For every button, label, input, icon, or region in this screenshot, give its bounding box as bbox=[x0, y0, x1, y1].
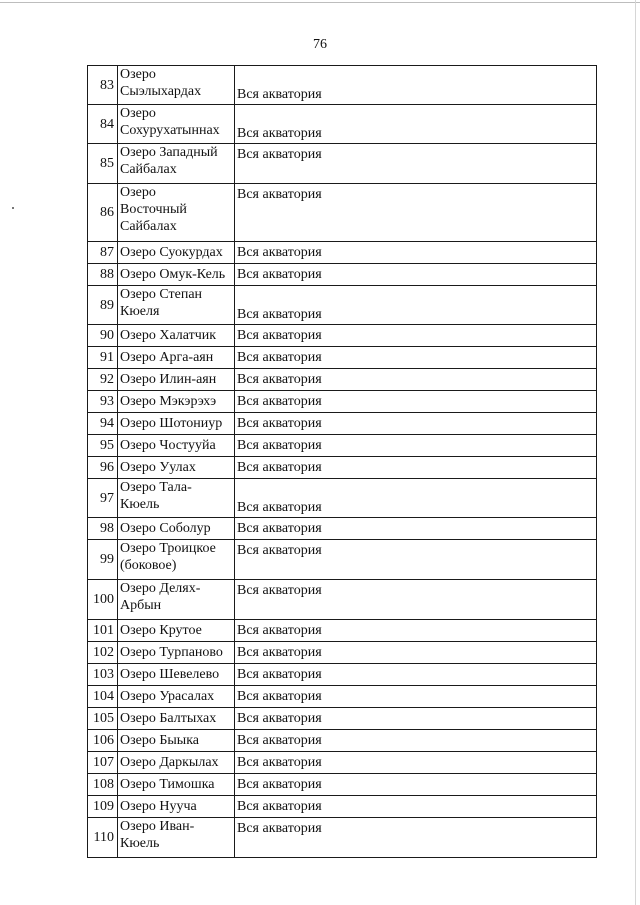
page-right-edge bbox=[635, 0, 636, 905]
row-number: 83 bbox=[88, 66, 118, 105]
lake-name-line: Озеро Уулах bbox=[120, 460, 196, 475]
lake-name-cell bbox=[118, 540, 235, 580]
table-row bbox=[88, 518, 597, 540]
table-row bbox=[88, 818, 597, 858]
lake-name-line: Озеро Арга-аян bbox=[120, 350, 214, 365]
water-area-cell: Вся акватория bbox=[235, 664, 597, 686]
lake-name-line: Озеро Делях- bbox=[120, 581, 201, 596]
water-area-cell: Вся акватория bbox=[235, 479, 597, 518]
water-area-cell: Вся акватория bbox=[235, 242, 597, 264]
table-row bbox=[88, 708, 597, 730]
row-number: 105 bbox=[88, 708, 118, 730]
water-area-cell: Вся акватория bbox=[235, 347, 597, 369]
table-row bbox=[88, 752, 597, 774]
table-row bbox=[88, 264, 597, 286]
table-row bbox=[88, 457, 597, 479]
row-number: 108 bbox=[88, 774, 118, 796]
lake-name-cell bbox=[118, 664, 235, 686]
table-row bbox=[88, 796, 597, 818]
lake-name-cell bbox=[118, 242, 235, 264]
lake-name-line: Озеро Быыка bbox=[120, 733, 200, 748]
table-row bbox=[88, 347, 597, 369]
row-number: 98 bbox=[88, 518, 118, 540]
lake-name-cell bbox=[118, 752, 235, 774]
lake-name-cell bbox=[118, 620, 235, 642]
row-number: 99 bbox=[88, 540, 118, 580]
water-area-cell: Вся акватория bbox=[235, 580, 597, 620]
water-area-cell: Вся акватория bbox=[235, 413, 597, 435]
lake-name-line: Озеро Балтыхах bbox=[120, 711, 217, 726]
lake-name-line: Кюеля bbox=[120, 304, 160, 319]
row-number: 84 bbox=[88, 105, 118, 144]
lake-name-line: Озеро Халатчик bbox=[120, 328, 217, 343]
lake-name-cell bbox=[118, 369, 235, 391]
table-row bbox=[88, 242, 597, 264]
lake-name-line: Озеро Илин-аян bbox=[120, 372, 217, 387]
table-row bbox=[88, 774, 597, 796]
lake-name-cell bbox=[118, 774, 235, 796]
lake-name-line: Озеро Соболур bbox=[120, 521, 211, 536]
row-number: 103 bbox=[88, 664, 118, 686]
lake-name-cell bbox=[118, 818, 235, 858]
water-area-cell: Вся акватория bbox=[235, 518, 597, 540]
row-number: 97 bbox=[88, 479, 118, 518]
lake-name-cell bbox=[118, 518, 235, 540]
water-area-cell: Вся акватория bbox=[235, 286, 597, 325]
lake-name-line: (боковое) bbox=[120, 558, 177, 573]
water-area-cell: Вся акватория bbox=[235, 620, 597, 642]
lake-name-cell bbox=[118, 286, 235, 325]
lake-name-line: Сыэлыхардах bbox=[120, 84, 202, 99]
lake-name-line: Кюель bbox=[120, 497, 160, 512]
lake-name-line: Озеро Суокурдах bbox=[120, 245, 223, 260]
row-number: 88 bbox=[88, 264, 118, 286]
table-row bbox=[88, 413, 597, 435]
water-area-cell: Вся акватория bbox=[235, 730, 597, 752]
table-row bbox=[88, 184, 597, 242]
table-row bbox=[88, 686, 597, 708]
lake-name-cell bbox=[118, 686, 235, 708]
scan-speck bbox=[12, 207, 14, 209]
row-number: 93 bbox=[88, 391, 118, 413]
table-row bbox=[88, 144, 597, 184]
lake-name-line: Арбын bbox=[120, 598, 162, 613]
lake-name-line: Озеро Чостууйа bbox=[120, 438, 216, 453]
row-number: 109 bbox=[88, 796, 118, 818]
water-area-cell: Вся акватория bbox=[235, 435, 597, 457]
lake-name-line: Озеро Даркылах bbox=[120, 755, 219, 770]
lake-name-cell bbox=[118, 642, 235, 664]
table-row bbox=[88, 540, 597, 580]
table-row bbox=[88, 391, 597, 413]
water-area-cell: Вся акватория bbox=[235, 774, 597, 796]
row-number: 107 bbox=[88, 752, 118, 774]
lake-name-line: Озеро Омук-Кель bbox=[120, 267, 226, 282]
table-row bbox=[88, 642, 597, 664]
lake-name-line: Озеро Степан bbox=[120, 287, 203, 302]
lake-name-line: Сохурухатыннах bbox=[120, 123, 220, 138]
table-row bbox=[88, 66, 597, 105]
lake-name-cell bbox=[118, 730, 235, 752]
lake-name-line: Озеро Крутое bbox=[120, 623, 202, 638]
lake-name-cell bbox=[118, 391, 235, 413]
lake-name-line: Озеро bbox=[120, 185, 156, 200]
water-area-cell: Вся акватория bbox=[235, 752, 597, 774]
table-row bbox=[88, 664, 597, 686]
table-row bbox=[88, 620, 597, 642]
lake-name-line: Озеро Урасалах bbox=[120, 689, 215, 704]
water-area-cell: Вся акватория bbox=[235, 708, 597, 730]
lake-name-line: Озеро Тимошка bbox=[120, 777, 215, 792]
lake-name-cell bbox=[118, 708, 235, 730]
lake-name-line: Озеро Шевелево bbox=[120, 667, 220, 682]
row-number: 100 bbox=[88, 580, 118, 620]
lake-name-line: Сайбалах bbox=[120, 219, 177, 234]
table-row bbox=[88, 435, 597, 457]
lake-name-line: Озеро Западный bbox=[120, 145, 218, 160]
row-number: 85 bbox=[88, 144, 118, 184]
lake-name-line: Озеро Мэкэрэхэ bbox=[120, 394, 217, 409]
table-row bbox=[88, 730, 597, 752]
water-area-cell: Вся акватория bbox=[235, 540, 597, 580]
lake-name-cell bbox=[118, 66, 235, 105]
lake-name-line: Озеро bbox=[120, 106, 156, 121]
lake-name-cell bbox=[118, 796, 235, 818]
row-number: 91 bbox=[88, 347, 118, 369]
row-number: 110 bbox=[88, 818, 118, 858]
lake-name-cell bbox=[118, 435, 235, 457]
lake-name-line: Озеро bbox=[120, 67, 156, 82]
water-area-cell: Вся акватория bbox=[235, 818, 597, 858]
row-number: 86 bbox=[88, 184, 118, 242]
row-number: 104 bbox=[88, 686, 118, 708]
water-area-cell: Вся акватория bbox=[235, 66, 597, 105]
water-area-cell: Вся акватория bbox=[235, 105, 597, 144]
row-number: 95 bbox=[88, 435, 118, 457]
water-area-cell: Вся акватория bbox=[235, 686, 597, 708]
lakes-table bbox=[87, 65, 597, 858]
lake-name-cell bbox=[118, 413, 235, 435]
table-row bbox=[88, 479, 597, 518]
water-area-cell: Вся акватория bbox=[235, 642, 597, 664]
lake-name-cell bbox=[118, 580, 235, 620]
row-number: 92 bbox=[88, 369, 118, 391]
lake-name-line: Озеро Нууча bbox=[120, 799, 197, 814]
row-number: 89 bbox=[88, 286, 118, 325]
lake-name-line: Кюель bbox=[120, 836, 160, 851]
page-number: 76 bbox=[313, 37, 327, 52]
lake-name-cell bbox=[118, 479, 235, 518]
lakes-table-body bbox=[88, 66, 597, 858]
water-area-cell: Вся акватория bbox=[235, 144, 597, 184]
page-top-edge bbox=[0, 2, 640, 3]
water-area-cell: Вся акватория bbox=[235, 391, 597, 413]
row-number: 102 bbox=[88, 642, 118, 664]
lake-name-cell bbox=[118, 144, 235, 184]
water-area-cell: Вся акватория bbox=[235, 457, 597, 479]
lake-name-cell bbox=[118, 457, 235, 479]
row-number: 101 bbox=[88, 620, 118, 642]
lake-name-line: Восточный bbox=[120, 202, 187, 217]
lake-name-cell bbox=[118, 264, 235, 286]
lake-name-line: Сайбалах bbox=[120, 162, 177, 177]
water-area-cell: Вся акватория bbox=[235, 264, 597, 286]
lake-name-cell bbox=[118, 347, 235, 369]
row-number: 94 bbox=[88, 413, 118, 435]
lake-name-line: Озеро Тала- bbox=[120, 480, 192, 495]
water-area-cell: Вся акватория bbox=[235, 184, 597, 242]
row-number: 96 bbox=[88, 457, 118, 479]
lake-name-line: Озеро Турпаново bbox=[120, 645, 223, 660]
table-row bbox=[88, 580, 597, 620]
row-number: 106 bbox=[88, 730, 118, 752]
table-row bbox=[88, 286, 597, 325]
water-area-cell: Вся акватория bbox=[235, 369, 597, 391]
water-area-cell: Вся акватория bbox=[235, 796, 597, 818]
lake-name-line: Озеро Троицкое bbox=[120, 541, 216, 556]
lake-name-line: Озеро Иван- bbox=[120, 819, 195, 834]
lake-name-cell bbox=[118, 184, 235, 242]
row-number: 87 bbox=[88, 242, 118, 264]
table-row bbox=[88, 325, 597, 347]
table-row bbox=[88, 369, 597, 391]
table-row bbox=[88, 105, 597, 144]
lake-name-cell bbox=[118, 105, 235, 144]
row-number: 90 bbox=[88, 325, 118, 347]
water-area-cell: Вся акватория bbox=[235, 325, 597, 347]
lake-name-line: Озеро Шотониур bbox=[120, 416, 223, 431]
lake-name-cell bbox=[118, 325, 235, 347]
